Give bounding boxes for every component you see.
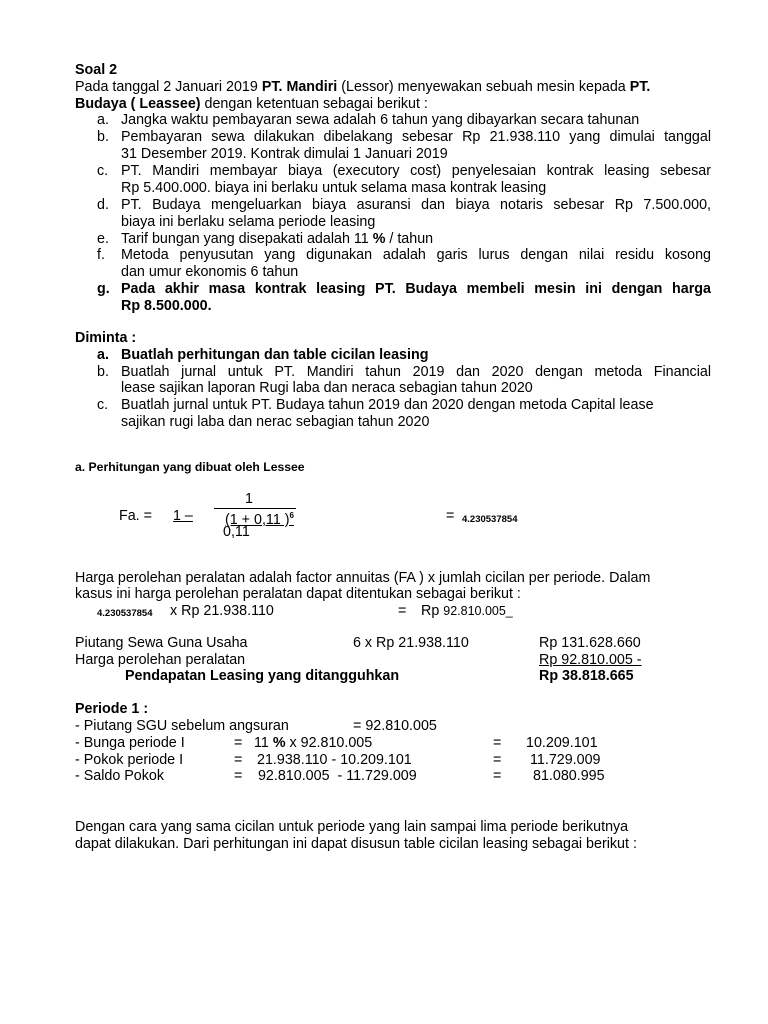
soal-intro-line-2 [75, 96, 428, 112]
item-g-text: Rp 8.500.000. [121, 298, 212, 314]
item-marker: c. [97, 163, 109, 179]
periode-row-label: - Bunga periode I [75, 735, 185, 751]
formula-part: 11 [254, 735, 273, 751]
denominator-text: (1 + 0,11 ) [225, 511, 290, 528]
periode-row-eq2: = [493, 752, 502, 768]
percent-sign: % [372, 231, 386, 247]
closing-line: dapat dilakukan. Dari perhitungan ini dapat disusun table cicilan leasing sebagai berikut : [75, 836, 637, 852]
periode-row-eq: = [234, 752, 243, 768]
exponent: 6 [289, 511, 294, 520]
harga-text-line: Harga perolehan peralatan adalah factor annuitas (FA ) x jumlah cicilan per periode. Dalam [75, 570, 651, 586]
calc-result [421, 603, 513, 619]
piutang-formula: 6 x Rp 21.938.110 [353, 635, 469, 651]
item-e-text [121, 231, 433, 247]
item-g-text: Pada akhir masa kontrak leasing PT. Budaya membeli mesin ini dengan harga [121, 281, 711, 297]
pendapatan-value: Rp 38.818.665 [539, 668, 634, 684]
periode-row-eq: = [234, 768, 243, 784]
soal-title: Soal 2 [75, 62, 118, 78]
harga-perolehan-value: Rp 92.810.005 - [539, 652, 642, 668]
soal-intro-line-1 [75, 79, 650, 95]
calc-equals: = [398, 603, 407, 619]
intro-text: Pada tanggal 2 Januari 2019 [75, 79, 262, 95]
periode-row-eq2: = [493, 768, 502, 784]
item-b-text: 31 Desember 2019. Kontrak dimulai 1 Januari 2019 [121, 146, 448, 162]
item-marker: c. [97, 397, 109, 413]
formula-rate: 0,11 [223, 524, 250, 540]
lessee-name: Budaya ( Leassee) [75, 96, 201, 112]
diminta-title: Diminta : [75, 330, 137, 346]
percent-sign: % [272, 735, 286, 751]
periode-row-value: 81.080.995 [533, 768, 605, 784]
formula-part: 92.810.005 - 11.729.009 [254, 768, 417, 784]
calc-rp: Rp [421, 603, 444, 619]
item-marker: e. [97, 231, 109, 247]
piutang-value: Rp 131.628.660 [539, 635, 641, 651]
item-d-text: biaya ini berlaku selama periode leasing [121, 214, 376, 230]
diminta-c-text: sajikan rugi laba dan nerac sebagian tahun 2020 [121, 414, 430, 430]
periode-row-value: 10.209.101 [526, 735, 598, 751]
item-e-part: / tahun [385, 231, 434, 247]
diminta-b-text: lease sajikan laporan Rugi laba dan neraca sebagian tahun 2020 [121, 380, 533, 396]
calc-result-value: 92.810.005_ [443, 604, 513, 618]
periode-row-eq: = [234, 735, 243, 751]
item-marker: a. [97, 112, 109, 128]
item-marker: d. [97, 197, 109, 213]
item-marker: b. [97, 364, 109, 380]
item-b-text: Pembayaran sewa dilakukan dibelakang sebesar Rp 21.938.110 yang dimulai tanggal [121, 129, 711, 145]
closing-line: Dengan cara yang sama cicilan untuk periode yang lain sampai lima periode berikutnya [75, 819, 629, 835]
formula-equals: = [446, 508, 455, 524]
periode-row-value: 11.729.009 [530, 752, 601, 768]
item-d-text: PT. Budaya mengeluarkan biaya asuransi dan biaya notaris sebesar Rp 7.500.000, [121, 197, 711, 213]
intro-text: dengan ketentuan sebagai berikut : [200, 96, 428, 112]
formula-lhs: Fa. = [119, 508, 152, 524]
calc-expression: x Rp 21.938.110 [170, 603, 274, 619]
piutang-label: Piutang Sewa Guna Usaha [75, 635, 248, 651]
formula-result: 4.230537854 [462, 514, 518, 525]
formula-numerator: 1 [245, 491, 253, 507]
item-marker: a. [97, 347, 109, 363]
item-a-text: Jangka waktu pembayaran sewa adalah 6 tahun yang dibayarkan secara tahunan [121, 112, 640, 128]
periode-piutang-label: - Piutang SGU sebelum angsuran [75, 718, 289, 734]
periode-title: Periode 1 : [75, 701, 149, 717]
item-marker: b. [97, 129, 109, 145]
item-f-text: dan umur ekonomis 6 tahun [121, 264, 299, 280]
lessor-name: PT. Mandiri [261, 79, 338, 95]
item-marker: f. [97, 247, 105, 263]
periode-piutang-value: = 92.810.005 [353, 718, 437, 734]
item-e-part: Tarif bungan yang disepakati adalah 11 [121, 231, 373, 247]
periode-row-eq2: = [493, 735, 502, 751]
diminta-b-text: Buatlah jurnal untuk PT. Mandiri tahun 2019 dan 2020 dengan metoda Financial [121, 364, 711, 380]
formula-one-minus: 1 – [173, 508, 193, 524]
periode-row-formula [254, 768, 417, 784]
formula-part: x 92.810.005 [285, 735, 373, 751]
periode-row-formula [254, 735, 372, 751]
harga-perolehan-label: Harga perolehan peralatan [75, 652, 246, 668]
intro-text: (Lessor) menyewakan sebuah mesin kepada [337, 79, 630, 95]
diminta-c-text: Buatlah jurnal untuk PT. Budaya tahun 2019 dan 2020 dengan metoda Capital lease [121, 397, 654, 413]
perhitungan-heading: a. Perhitungan yang dibuat oleh Lessee [75, 460, 305, 474]
formula-part: 21.938.110 - 10.209.101 [257, 752, 412, 768]
item-c-text: Rp 5.400.000. biaya ini berlaku untuk selama masa kontrak leasing [121, 180, 547, 196]
periode-row-label: - Pokok periode I [75, 752, 184, 768]
item-c-text: PT. Mandiri membayar biaya (executory cost) penyelesaian kontrak leasing sebesar [121, 163, 711, 179]
harga-text-line: kasus ini harga perolehan peralatan dapat ditentukan sebagai berikut : [75, 586, 521, 602]
calc-factor: 4.230537854 [97, 608, 153, 619]
item-marker: g. [97, 281, 110, 297]
item-f-text: Metoda penyusutan yang digunakan adalah garis lurus dengan nilai residu kosong [121, 247, 711, 263]
lessee-pt: PT. [629, 79, 651, 95]
pendapatan-label: Pendapatan Leasing yang ditangguhkan [125, 668, 400, 684]
periode-row-label: - Saldo Pokok [75, 768, 165, 784]
periode-row-formula [257, 752, 412, 768]
diminta-a-text: Buatlah perhitungan dan table cicilan leasing [121, 347, 429, 363]
